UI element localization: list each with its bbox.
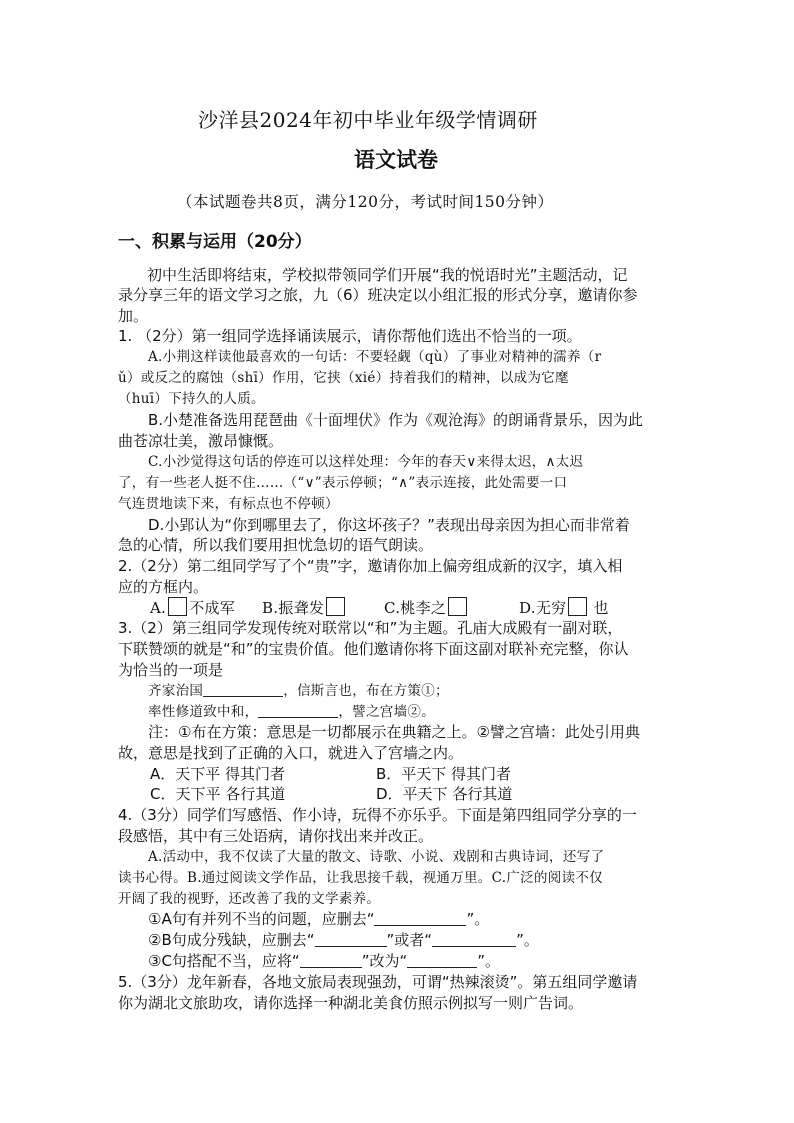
q1-option-a: ǔ）或反之的腐蚀（shī）作用，它挟（xié）持着我们的精神，以成为它麾 [118, 370, 569, 386]
q4-s1-prefix: ①A句有并列不当的问题，应删去“ [148, 910, 375, 928]
question-5-stem: 5.（3分）龙年新春，各地文旅局表现强劲，可谓“热辣滚烫”。第五组同学邀请 [118, 973, 638, 991]
answer-box[interactable] [568, 597, 587, 616]
answer-box[interactable] [448, 597, 467, 616]
q2-option-a [150, 597, 235, 618]
couplet-2-suffix: ，譬之宫墙②。 [338, 704, 436, 720]
question-5-stem: 你为湖北文旅助攻，请你选择一种湖北美食仿照示例拟写一则广告词。 [118, 994, 584, 1012]
answer-box[interactable] [326, 597, 345, 616]
question-2-stem: 2.（2分）第二组同学写了个“贵”字，邀请你加上偏旁组成新的汉字，填入相 [118, 557, 623, 575]
question-1-stem: 1. （2分）第一组同学选择诵读展示，请你帮他们选出不恰当的一项。 [118, 327, 582, 345]
q4-subquestion-1 [148, 909, 489, 929]
q2-option-a-suffix: 不成军 [189, 599, 236, 617]
q2-option-b-prefix: B.振聋发 [262, 599, 325, 617]
answer-blank[interactable] [432, 932, 516, 947]
q3-option-c[interactable]: C．天下平 各行其道 [150, 785, 286, 803]
exam-subtitle: 语文试卷 [354, 148, 438, 172]
q2-option-b [262, 597, 347, 618]
question-3-stem: 下联赞颂的就是“和”的宝贵价值。他们邀请你将下面这副对联补充完整，你认 [118, 640, 629, 658]
exam-meta: （本试题卷共8页，满分120分，考试时间150分钟） [177, 193, 554, 211]
q3-option-a[interactable]: A．天下平 得其门者 [150, 765, 286, 783]
question-4-stem: 4.（3分）同学们写感悟、作小诗，玩得不亦乐乎。下面是第四组同学分享的一 [118, 806, 637, 824]
question-3-stem: 3.（2）第三组同学发现传统对联常以“和”为主题。孔庙大成殿有一副对联， [118, 619, 623, 637]
intro-line: 录分享三年的语文学习之旅，九（6）班决定以小组汇报的形式分享，邀请你参 [118, 286, 638, 304]
q3-option-b[interactable]: B．平天下 得其门者 [376, 765, 512, 783]
q3-note: 故，意思是找到了正确的入口，就进入了宫墙之内。 [118, 744, 464, 762]
q3-option-d[interactable]: D．平天下 各行其道 [376, 785, 513, 803]
couplet-1-prefix: 齐家治国 [148, 683, 204, 699]
q4-s3-suffix: ”。 [477, 952, 501, 970]
answer-box[interactable] [168, 597, 187, 616]
q1-option-d: 急的心情，所以我们要用担忧急切的语气朗读。 [118, 536, 434, 554]
answer-blank[interactable] [374, 911, 466, 926]
q4-s2-prefix: ②B句成分残缺，应删去“ [148, 931, 315, 949]
couplet-line-1 [148, 681, 449, 701]
q4-passage: A.活动中，我不仅读了大量的散文、诗歌、小说、戏剧和古典诗词，还写了 [148, 849, 605, 865]
q2-option-d-suffix: 也 [593, 599, 609, 617]
q1-option-a: A.小荆这样读他最喜欢的一句话：不要轻觑（qù）了事业对精神的濡养（r [148, 349, 602, 365]
question-3-stem: 为恰当的一项是 [118, 661, 224, 679]
q3-note: 注：①布在方策：意思是一切都展示在典籍之上。②譬之宫墙：此处引用典 [148, 723, 640, 741]
answer-blank[interactable] [315, 932, 387, 947]
q2-option-d-prefix: D.无穷 [519, 599, 567, 617]
intro-line: 加。 [118, 307, 149, 325]
couplet-1-suffix: ，信斯言也，布在方策①； [283, 683, 449, 699]
q1-option-d: D.小郢认为“你到哪里去了，你这坏孩子？”表现出母亲因为担心而非常着 [148, 516, 630, 534]
q4-s3-middle: ”改为“ [361, 952, 408, 970]
q4-s2-suffix: ”。 [516, 931, 539, 949]
couplet-line-2 [148, 702, 435, 722]
q1-option-c: C.小沙觉得这句话的停连可以这样处理：今年的春天∨来得太迟，∧太迟 [148, 454, 584, 470]
q4-passage: 开阔了我的视野，还改善了我的文学素养。 [118, 891, 381, 907]
q2-option-c [384, 597, 469, 618]
couplet-blank[interactable] [203, 682, 283, 697]
answer-blank[interactable] [407, 953, 477, 968]
q2-option-c-prefix: C.桃李之 [384, 599, 447, 617]
q2-option-d [519, 597, 609, 618]
section-heading: 一、积累与运用（20分） [118, 232, 312, 252]
q1-option-a: （huī）下持久的人质。 [118, 391, 265, 407]
q2-option-a-prefix: A. [150, 599, 167, 617]
q4-s3-prefix: ③C句搭配不当，应将“ [148, 952, 300, 970]
q1-option-b: 曲苍凉壮美，激昂慷慨。 [118, 432, 284, 450]
answer-blank[interactable] [300, 953, 362, 968]
q4-passage: 读书心得。B.通过阅读文学作品，让我思接千载，视通万里。C.广泛的阅读不仅 [118, 870, 603, 886]
question-4-stem: 段感悟，其中有三处语病，请你找出来并改正。 [118, 827, 434, 845]
couplet-2-prefix: 率性修道致中和， [148, 704, 259, 720]
q4-subquestion-3 [148, 951, 500, 971]
exam-title: 沙洋县2024年初中毕业年级学情调研 [198, 108, 538, 132]
q1-option-c: 了，有一些老人挺不住……（“∨”表示停顿；“∧”表示连接，此处需要一口 [118, 475, 568, 491]
q1-option-b: B.小楚准备选用琵琶曲《十面埋伏》作为《观沧海》的朗诵背景乐，因为此 [148, 411, 644, 429]
q1-option-c: 气连贯地读下来，有标点也不停顿） [118, 496, 339, 512]
q4-s2-middle: ”或者“ [386, 931, 433, 949]
couplet-blank[interactable] [258, 703, 338, 718]
intro-line: 初中生活即将结束，学校拟带领同学们开展“我的悦语时光”主题活动，记 [147, 266, 628, 284]
q4-s1-suffix: ”。 [466, 910, 490, 928]
q4-subquestion-2 [148, 930, 539, 950]
question-2-stem: 应的方框内。 [118, 578, 209, 596]
